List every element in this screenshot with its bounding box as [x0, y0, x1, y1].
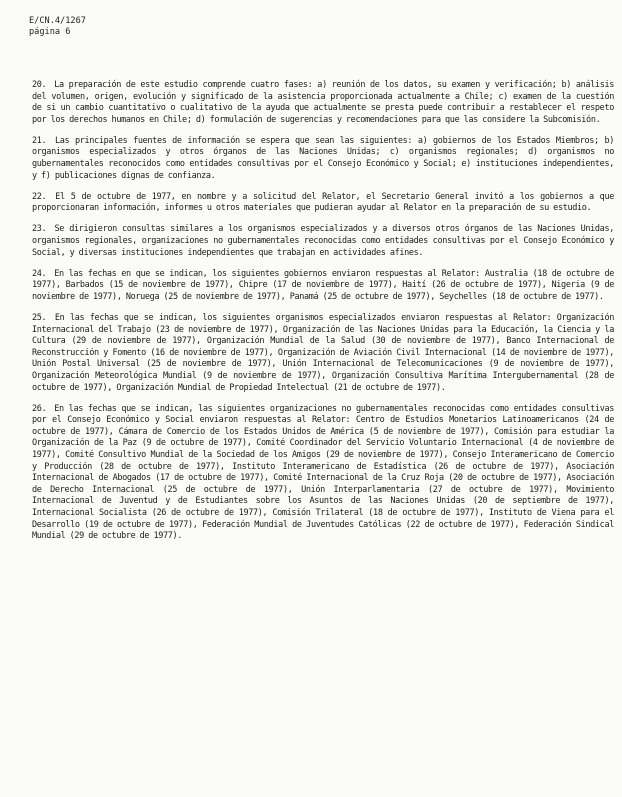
document-header	[29, 16, 86, 38]
paragraph-number: 26.	[32, 403, 47, 414]
paragraph-number: 20.	[32, 80, 47, 90]
paragraph-text: Se dirigieron consultas similares a los organismos especializados y a diversos otros órganos de las Naciones Unidas, organismos regionales, organizaciones no gubernamentales reconocidas como entidades consultivas por el Consejo Económico y Social, y diversas instituciones independientes que trabajan en actividades afines.	[32, 224, 614, 258]
paragraph-20	[32, 80, 614, 126]
paragraph-25	[32, 313, 614, 394]
paragraph-21	[32, 136, 614, 182]
paragraph-text: En las fechas que se indican, las siguientes organizaciones no gubernamentales reconocidas como entidades consultivas por el Consejo Económico y Social enviaron respuestas al Relator: Centro de Estudios Monetarios Latinoamericanos (24 de octubre de 1977), Cámara de Comercio de los Estados Unidos de América (5 de noviembre de 1977), Comisión para estudiar la Organización de la Paz (9 de octubre de 1977), Comité Coordinador del Servicio Voluntario Internacional (4 de noviembre de 1977), Comité Consultivo Mundial de la Sociedad de los Amigos (29 de noviembre de 1977), Consejo Interamericano de Comercio y Producción (28 de octubre de 1977), Instituto Interamericano de Estadística (26 de octubre de 1977), Asociación Internacional de Abogados (17 de octubre de 1977), Comité Internacional de la Cruz Roja (20 de octubre de 1977), Asociación de Derecho Internacional (25 de octubre de 1977), Unión Interparlamentaria (27 de octubre de 1977), Movimiento Internacional de Juventud y de Estudiantes sobre los Asuntos de las Naciones Unidas (20 de septiembre de 1977), Internacional Socialista (26 de octubre de 1977), Comisión Trilateral (18 de octubre de 1977), Instituto de Viena para el Desarrollo (19 de octubre de 1977), Federación Mundial de Juventudes Católicas (22 de octubre de 1977), Federación Sindical Mundial (29 de octubre de 1977).	[32, 403, 614, 542]
paragraph-23	[32, 224, 614, 259]
paragraph-number: 23.	[32, 224, 47, 235]
document-body	[32, 80, 614, 552]
document-symbol: E/CN.4/1267	[29, 16, 86, 26]
paragraph-text: El 5 de octubre de 1977, en nombre y a solicitud del Relator, el Secretario General invitó a los gobiernos a que proporcionaran información, informes u otros materiales que pudieran ayudar al Relator en la preparación de su estudio.	[32, 191, 614, 214]
paragraph-number: 22.	[32, 191, 47, 202]
paragraph-text: La preparación de este estudio comprende cuatro fases: a) reunión de los datos, su examen y verificación; b) análisis del volumen, origen, evolución y significado de la asistencia proporcionada actualmente a Chile; c) examen de la cuestión de si un cambio cuantitativo o cualitativo de la ayuda que actualmente se presta puede contribuir a restablecer el respeto por los derechos humanos en Chile; d) formulación de sugerencias y recomendaciones para que las considere la Subcomisión.	[32, 80, 614, 125]
paragraph-number: 21.	[32, 135, 47, 146]
paragraph-text: Las principales fuentes de información se espera que sean las siguientes: a) gobiernos de los Estados Miembros; b) organismos especializados y otros órganos de las Naciones Unidas; c) organismos regionales; d) organismos no gubernamentales reconocidos como entidades consultivas por el Consejo Económico y Social; e) instituciones independientes, y f) publicaciones dignas de confianza.	[32, 135, 614, 181]
paragraph-text: En las fechas en que se indican, los siguientes gobiernos enviaron respuestas al Relator: Australia (18 de octubre de 1977), Barbados (15 de noviembre de 1977), Chipre (17 de noviembre de 1977), Haití (26 de octubre de 1977), Nigeria (9 de noviembre de 1977), Noruega (25 de noviembre de 1977), Panamá (25 de octubre de 1977), Seychelles (18 de octubre de 1977).	[32, 268, 614, 302]
paragraph-26	[32, 404, 614, 543]
page-number: página 6	[29, 27, 71, 37]
paragraph-number: 24.	[32, 268, 47, 279]
paragraph-24	[32, 269, 614, 304]
paragraph-22	[32, 192, 614, 215]
paragraph-text: En las fechas que se indican, los siguientes organismos especializados enviaron respuestas al Relator: Organización Internacional del Trabajo (23 de noviembre de 1977), Organización de las Naciones Unidas para la Educación, la Ciencia y la Cultura (29 de noviembre de 1977), Organización Mundial de la Salud (30 de noviembre de 1977), Banco Internacional de Reconstrucción y Fomento (16 de noviembre de 1977), Organización de Aviación Civil Internacional (14 de noviembre de 1977), Unión Postal Universal (25 de noviembre de 1977), Unión Internacional de Telecomunicaciones (9 de noviembre de 1977), Organización Meteorológica Mundial (9 de noviembre de 1977), Organización Consultiva Marítima Intergubernamental (28 de octubre de 1977), Organización Mundial de Propiedad Intelectual (21 de octubre de 1977).	[32, 313, 614, 393]
paragraph-number: 25.	[32, 313, 47, 323]
